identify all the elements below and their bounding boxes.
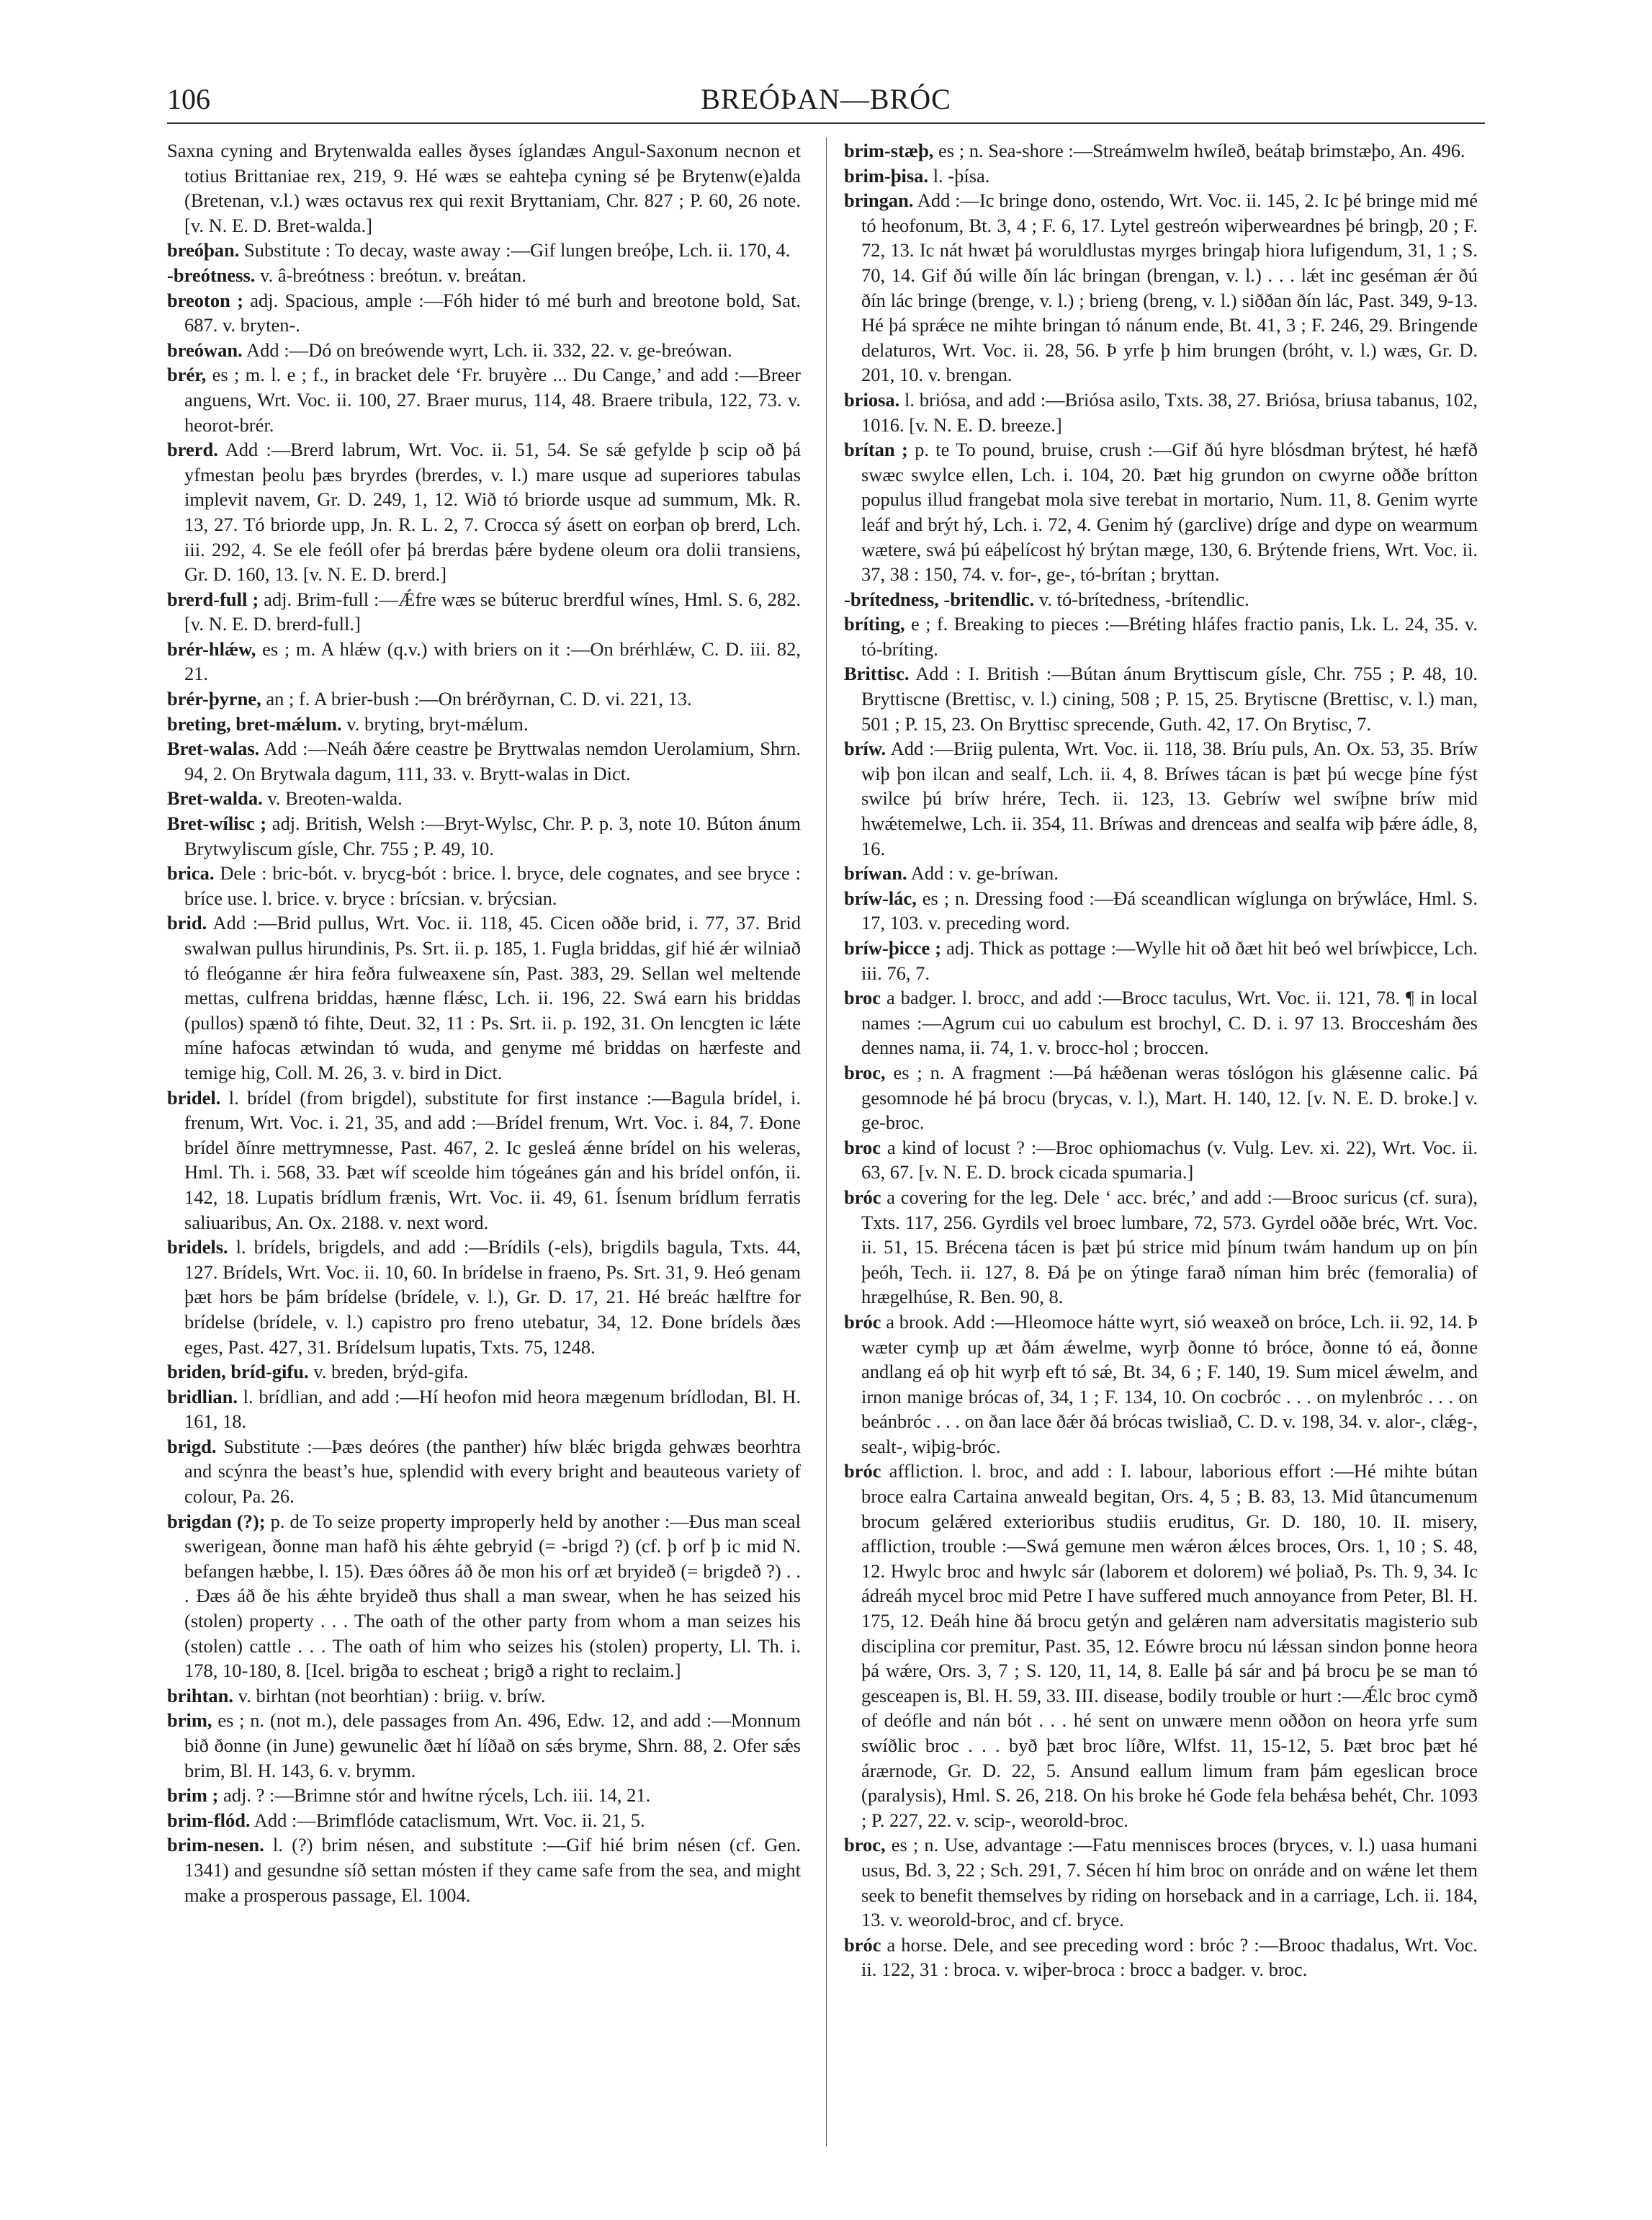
entry-text: p. de To seize property improperly held by another :—Ðus man sceal swerigean, ðonne man hafð his ǽhte gebryid (= -brigd ?) (cf. þ orf þ ic mid N. befangen hæbbe, l. 15). Ðæs óðres áð ðe mon his orf æt bryideð (= brigdeð ?) . . . Ðæs áð ðe his ǽhte bryideð thus shall a man swear, when he has seized his (stolen) property . . . The oath of the other party from whom a man seizes his (stolen) cattle . . . The oath of him who seizes his (stolen) property, Ll. Th. i. 178, 10-180, 8. [Icel. brigða to escheat ; brigð a right to reclaim.] — [184, 1510, 801, 1682]
entry-headword: brér-hlǽw, — [167, 637, 256, 660]
entry-text: es ; m. A hlǽw (q.v.) with briers on it :—On brérhlǽw, C. D. iii. 82, 21. — [184, 637, 802, 685]
entry-headword: Brittisc. — [844, 663, 910, 685]
entry-headword: brim-nesen. — [167, 1834, 264, 1856]
dictionary-entry — [167, 587, 801, 637]
dictionary-entry — [844, 886, 1478, 936]
entry-headword: breóþan. — [167, 239, 240, 261]
dictionary-entry — [167, 1384, 801, 1434]
dictionary-entry — [844, 388, 1478, 437]
dictionary-entry — [167, 362, 801, 437]
running-head: BREÓÞAN—BRÓC — [701, 83, 951, 115]
entry-text: Add :—Briig pulenta, Wrt. Voc. ii. 118, 38. Bríu puls, An. Ox. 53, 35. Bríw wiþ þon ilcan and sealf, Lch. ii. 4, 8. Bríwes tácan is þæt þú wecge þíne fýst swilce þú bríw hrére, Tech. ii. 123, 13. Gebríw wel swíþne bríw mid hwǽtemelwe, Lch. ii. 354, 11. Bríwas and drenceas and sealfa wiþ þǽre ádle, 8, 16. — [861, 738, 1478, 859]
entry-text: e ; f. Breaking to pieces :—Bréting hláfes fractio panis, Lk. L. 24, 35. v. tó-bríting. — [861, 613, 1478, 660]
dictionary-entry — [167, 263, 801, 288]
entry-headword: brim-þisa. — [844, 164, 929, 187]
entry-headword: bríw. — [844, 738, 886, 760]
dictionary-entry — [844, 164, 1478, 189]
entry-text: l. briósa, and add :—Briósa asilo, Txts. 38, 27. Briósa, briusa tabanus, 102, 1016. [v. N. E. D. breeze.] — [861, 388, 1478, 436]
entry-headword: brim-stæþ, — [844, 140, 934, 161]
dictionary-entry — [167, 1235, 801, 1359]
entry-text: v. bryting, bryt-mǽlum. — [346, 712, 529, 735]
dictionary-entry — [844, 612, 1478, 661]
dictionary-entry — [167, 1783, 801, 1808]
dictionary-entry — [167, 138, 801, 238]
dictionary-entry — [844, 985, 1478, 1060]
entry-headword: breówan. — [167, 339, 243, 361]
dictionary-entry — [844, 1135, 1478, 1185]
entry-text: a brook. Add :—Hleomoce hátte wyrt, sió weaxeð on bróce, Lch. ii. 92, 14. Þ wæter cymþ up æt ðám ǽwelme, wyrþ ðonne tó bróce, ðonne tó eá, ðonne andlang eá oþ hit wyrþ eft tó sǽ, Bt. 34, 6 ; F. 140, 19. Sum micel ǽwelm, and irnon manige brócas of, 34, 1 ; F. 134, 10. On cocbróc . . . on mylenbróc . . . on beánbróc . . . on ðan lace ðǽr ðá brócas twisliað, C. D. v. 198, 34. v. alor-, clǽg-, sealt-, wiþig-bróc. — [861, 1310, 1478, 1457]
entry-headword: brihtan. — [167, 1684, 234, 1706]
entry-headword: brerd. — [167, 439, 218, 461]
entry-text: v. birhtan (not beorhtian) : briig. v. bríw. — [238, 1684, 546, 1706]
entry-headword: Bret-walda. — [167, 787, 263, 810]
dictionary-entry — [844, 861, 1478, 886]
dictionary-entry — [844, 736, 1478, 861]
entry-text: Add :—Brimflóde cataclismum, Wrt. Voc. ii. 21, 5. — [253, 1809, 645, 1831]
dictionary-entry — [167, 1808, 801, 1833]
dictionary-entry — [167, 1434, 801, 1509]
entry-text: Saxna cyning and Brytenwalda ealles ðyses íglandæs Angul-Saxonum necnon et totius Brittaniae rex, 219, 9. Hé wæs se eahteþa cyning sé þe Brytenw(e)alda (Bretenan, v.l.) wæs octavus rex qui rexit Bryttaniam, Chr. 827 ; P. 60, 26 note. [v. N. E. D. Bret-walda.] — [167, 140, 801, 236]
entry-headword: brigd. — [167, 1435, 217, 1457]
entry-headword: brica. — [167, 862, 215, 885]
dictionary-entry — [167, 1086, 801, 1235]
entry-text: affliction. l. broc, and add : I. labour, laborious effort :—Hé mihte bútan broce ealra Cartaina anweald begitan, Ors. 4, 5 ; B. 83, 13. Mid ûtancumenum brocum gelǽred exterioribus studiis eruditus, Gr. D. 180, 10. II. misery, affliction, trouble :—Swá gemune men wǽron ǽlces broces, Ors. 1, 10 ; S. 48, 12. Hwylc broc and hwylc sár (laborem et dolorem) wé þoliað, Ps. Th. 9, 34. Ic ádreáh mycel broc mid Petre I have suffered much annoyance from Peter, Bl. H. 175, 12. Ðeáh hine ðá brocu getýn and gelǽren nam adversitatis magisterio sub disciplina cor premitur, Past. 35, 12. Eówre brocu nú lǽssan sindon þonne heora þá wǽre, Ors. 3, 7 ; S. 120, 11, 14, 8. Ealle þá sár and þá brocu þe se man tó gesceapen is, Bl. H. 59, 33. III. disease, bodily trouble or hurt :—Ǽlc broc cymð of deófle and nán bót . . . hé sent on unwære menn oððon on heora yrfe sum swíðlic broc . . . byð þæt broc líðre, Wlfst. 11, 15-12, 5. Þæt broc þæt hé árærnode, Gr. D. 22, 5. Ansund eallum limum fram þám egeslican broce (paralysis), Hml. S. 26, 218. On his broke hé Gode fela behǽsa behét, Chr. 1093 ; P. 227, 22. v. scip-, weorold-broc. — [861, 1460, 1478, 1831]
entry-headword: broc, — [844, 1834, 886, 1856]
dictionary-entry — [844, 188, 1478, 388]
entry-text: Add : I. British :—Bútan ánum Bryttiscum gísle, Chr. 755 ; P. 48, 10. Bryttiscne (Brettisc, v. l.) cining, 508 ; P. 15, 25. Brytiscne (Brettisc, v. l.) man, 501 ; P. 15, 23. On Bryttisc sprecende, Guth. 42, 17. On Brytisc, 7. — [861, 663, 1478, 735]
dictionary-entry — [844, 1459, 1478, 1832]
dictionary-entry — [844, 1185, 1478, 1310]
entry-text: v. tó-brítedness, -brítendlic. — [1038, 588, 1249, 610]
entry-headword: breting, bret-mǽlum. — [167, 712, 342, 735]
entry-headword: -breótness. — [167, 264, 256, 286]
entry-text: Add : v. ge-bríwan. — [910, 862, 1059, 885]
entry-text: Substitute : To decay, waste away :—Gif lungen breóþe, Lch. ii. 170, 4. — [244, 239, 791, 261]
entry-text: Add :—Brid pullus, Wrt. Voc. ii. 118, 45. Cicen oððe brid, i. 77, 37. Brid swalwan pullus hirundinis, Ps. Srt. ii. p. 185, 1. Fugla briddas, gif hié ǽr wilniað tó fleóganne ǽr hira feðra fulweaxene sín, Past. 383, 29. Sellan wel meltende mettas, culfrena briddas, hænne flǽsc, Lch. ii. 196, 22. Swá earn his briddas (pullos) spænð tó fihte, Deut. 32, 11 : Ps. Srt. ii. p. 192, 31. On lencgten ic lǽte míne hafocas ætwindan tó wuda, and genyme mé briddas on hærfeste and temige hig, Coll. M. 26, 3. v. bird in Dict. — [184, 912, 801, 1083]
entry-text: adj. Thick as pottage :—Wylle hit oð ðæt hit beó wel bríwþicce, Lch. iii. 76, 7. — [861, 937, 1478, 984]
entry-text: es ; n. Use, advantage :—Fatu mennisces broces (bryces, v. l.) uasa humani usus, Bd. 3, 22 ; Sch. 291, 7. Sécen hí him broc on onráde and on wǽne let them seek to benefit themselves by riding on horseback and in a carriage, Lch. ii. 184, 13. v. weorold-broc, and cf. bryce. — [861, 1834, 1478, 1931]
dictionary-entry — [167, 637, 801, 686]
entry-text: l. (?) brim nésen, and substitute :—Gif hié brim nésen (cf. Gen. 1341) and gesundne síð settan mósten if they came safe from the sea, and might make a prosperous passage, El. 1004. — [184, 1834, 802, 1906]
entry-text: Substitute :—Þæs deóres (the panther) híw blǽc brigda gehwæs beorhtra and scýnra the beast’s hue, splendid with every bright and beauteous variety of colour, Pa. 26. — [184, 1435, 802, 1508]
entry-headword: bróc — [844, 1460, 881, 1482]
entry-headword: breoton ; — [167, 289, 243, 311]
dictionary-entry — [844, 1933, 1478, 1982]
entry-headword: brítan ; — [844, 439, 908, 461]
dictionary-entry — [167, 238, 801, 263]
entry-text: a horse. Dele, and see preceding word : bróc ? :—Brooc thadalus, Wrt. Voc. ii. 122, 31 : broca. v. wiþer-broca : brocc a badger. v. broc. — [861, 1933, 1478, 1981]
entry-text: es ; n. Sea-shore :—Streámwelm hwíleð, beátaþ brimstæþo, An. 496. — [938, 140, 1465, 161]
entry-text: v. breden, brýd-gifa. — [313, 1361, 469, 1383]
dictionary-entry — [167, 1359, 801, 1384]
entry-headword: broc — [844, 987, 881, 1009]
dictionary-entry — [844, 661, 1478, 736]
dictionary-entry — [167, 712, 801, 737]
entry-headword: Bret-wílisc ; — [167, 813, 267, 835]
dictionary-entry — [844, 1832, 1478, 1932]
entry-headword: brerd-full ; — [167, 588, 259, 610]
entry-text: Add :—Brerd labrum, Wrt. Voc. ii. 51, 54. Se sǽ gefylde þ scip oð þá yfmestan þeolu þæs bryrdes (brerdes, v. l.) mare usque ad superiores tabulas implevit navem, Gr. D. 249, 1, 12. Wið tó briorde usque ad summum, Mk. R. 13, 27. Tó briorde upp, Jn. R. L. 2, 7. Crocca sý ásett on eorþan oþ brerd, Lch. iii. 292, 4. Se ele feóll ofer þá brerdas þǽre bydene oleum ora dolii transiens, Gr. D. 160, 13. [v. N. E. D. brerd.] — [184, 439, 802, 586]
entry-text: a covering for the leg. Dele ‘ acc. bréc,’ and add :—Brooc suricus (cf. sura), Txts. 117, 256. Gyrdils vel broec lumbare, 72, 573. Gyrdel oððe bréc, Wrt. Voc. ii. 51, 15. Brécena tácen is þæt þú strice mid þínum twám handum up on þín þeóh, Tech. ii. 127, 8. Ðá þe on ýtinge farað níman him bréc (femoralia) of hrægelhúse, R. Ben. 90, 8. — [861, 1186, 1478, 1308]
entry-headword: broc — [844, 1136, 881, 1158]
dictionary-entry — [167, 288, 801, 338]
entry-text: es ; n. A fragment :—Þá hǽðenan weras tóslógon his glǽsenne calic. Þá gesomnode hé þá brocu (brycas, v. l.), Mart. H. 140, 12. [v. N. E. D. broke.] v. ge-broc. — [861, 1061, 1478, 1134]
right-column — [844, 138, 1478, 1982]
entry-headword: bríw-þicce ; — [844, 937, 942, 959]
entry-text: a badger. l. brocc, and add :—Brocc taculus, Wrt. Voc. ii. 121, 78. ¶ in local names :—Agrum cui uo cabulum est brochyl, C. D. i. 97 13. Brocceshám ðes dennes nama, ii. 74, 1. v. brocc-hol ; broccen. — [861, 987, 1478, 1059]
entry-headword: brim ; — [167, 1784, 219, 1807]
entry-headword: bridel. — [167, 1086, 221, 1109]
dictionary-entry — [167, 1832, 801, 1907]
entry-text: es ; m. l. e ; f., in bracket dele ‘Fr. bruyère ... Du Cange,’ and add :—Breer anguens, Wrt. Voc. ii. 100, 27. Braer murus, 114, 48. Braere tribula, 122, 73. v. heorot-brér. — [184, 364, 801, 436]
left-column — [167, 138, 801, 1907]
entry-text: v. Breoten-walda. — [267, 787, 403, 810]
entry-headword: briosa. — [844, 388, 900, 411]
dictionary-entry — [844, 138, 1478, 164]
entry-text: a kind of locust ? :—Broc ophiomachus (v. Vulg. Lev. xi. 22), Wrt. Voc. ii. 63, 67. [v. N. E. D. brock cicada spumaria.] — [861, 1136, 1478, 1183]
dictionary-entry — [167, 1509, 801, 1683]
entry-headword: bridlian. — [167, 1385, 238, 1407]
entry-text: Add :—Ic bringe dono, ostendo, Wrt. Voc. ii. 145, 2. Ic þé bringe mid mé tó heofonum, Bt. 3, 4 ; F. 6, 17. Lytel gestreón wiþerweardnes þé bringþ, 20 ; F. 72, 13. Ic nát hwæt þá woruldlustas myrges bringaþ hiora lufigendum, 31, 1 ; S. 70, 14. Gif ðú wille ðín lác bringan (brengan, v. l.) . . . lǽt inc geséman ǽr ðú ðín lác bringe (brenge, v. l.) ; brieng (breng, v. l.) siððan ðín lác, Past. 349, 9-13. Hé þá sprǽce ne mihte bringan tó nánum ende, Bt. 41, 3 ; F. 246, 29. Bringende delaturos, Wrt. Voc. ii. 28, 56. Þ yrfe þ him brungen (bróht, v. l.) wæs, Gr. D. 201, 10. v. brengan. — [861, 189, 1478, 386]
entry-text: es ; n. Dressing food :—Ðá sceandlican wíglunga on brýwláce, Hml. S. 17, 103. v. preceding word. — [861, 887, 1478, 934]
entry-headword: brim-flód. — [167, 1809, 251, 1831]
entry-headword: broc, — [844, 1061, 886, 1083]
entry-headword: brid. — [167, 912, 207, 934]
entry-headword: bróc — [844, 1933, 881, 1956]
column-divider — [826, 137, 827, 2147]
dictionary-entry — [167, 437, 801, 587]
entry-text: adj. ? :—Brimne stór and hwítne rýcels, Lch. iii. 14, 21. — [223, 1784, 651, 1807]
entry-headword: brim, — [167, 1709, 212, 1732]
dictionary-entry — [844, 1310, 1478, 1459]
dictionary-entry — [844, 437, 1478, 587]
dictionary-entry — [844, 1060, 1478, 1135]
entry-text: an ; f. A brier-bush :—On brérðyrnan, C. D. vi. 221, 13. — [266, 688, 692, 710]
entry-headword: bringan. — [844, 189, 914, 212]
entry-text: Add :—Dó on breówende wyrt, Lch. ii. 332, 22. v. ge-breówan. — [246, 339, 732, 361]
dictionary-entry — [167, 338, 801, 363]
entry-headword: bríwan. — [844, 862, 907, 885]
entry-text: Dele : bric-bót. v. brycg-bót : brice. l. bryce, dele cognates, and see bryce : bríce use. l. brice. v. bryce : brícsian. v. brýcsian. — [184, 862, 802, 909]
entry-headword: bríw-lác, — [844, 887, 917, 909]
entry-text: adj. Brim-full :—Ǽfre wæs se búteruc brerdful wínes, Hml. S. 6, 282. [v. N. E. D. brerd-full.] — [184, 588, 802, 635]
entry-headword: brigdan (?); — [167, 1510, 266, 1532]
entry-headword: bríting, — [844, 613, 905, 635]
entry-text: l. -þísa. — [933, 164, 990, 187]
entry-text: v. â-breótness : breótun. v. breátan. — [260, 264, 526, 286]
dictionary-entry — [167, 736, 801, 786]
dictionary-entry — [167, 861, 801, 910]
entry-text: p. te To pound, bruise, crush :—Gif ðú hyre blósdman brýtest, hé hæfð swæc swylce ellen, Lch. i. 104, 20. Þæt hig grundon on cwyrne oððe brítton populus illud frangebat mola sive terebat in mortario, Num. 11, 8. Genim wyrte leáf and brýt hý, Lch. i. 72, 4. Genim hý (garclive) dríge and dype on wearmum wætere, swá þú eáþelícost hý brýtan mæge, 130, 6. Brýtende friens, Wrt. Voc. ii. 37, 38 : 150, 74. v. for-, ge-, tó-brítan ; bryttan. — [861, 439, 1478, 586]
dictionary-entry — [167, 1683, 801, 1709]
dictionary-entry — [167, 811, 801, 861]
entry-headword: brér-þyrne, — [167, 688, 261, 710]
header-rule — [167, 122, 1485, 124]
entry-text: adj. Spacious, ample :—Fóh hider tó mé burh and breotone bold, Sat. 687. v. bryten-. — [184, 289, 802, 336]
page-number: 106 — [167, 83, 210, 115]
dictionary-entry — [844, 587, 1478, 612]
entry-text: l. brídels, brigdels, and add :—Brídils (-els), brigdils bagula, Txts. 44, 127. Brídels, Wrt. Voc. ii. 10, 60. In brídelse in fraeno, Ps. Srt. 31, 9. Heó genam þæt hors be þám brídelse (brídele, v. l.), Gr. D. 17, 21. Hé breác hælftre for brídelse (brídele, v. l.) capistro pro freno utebatur, 34, 12. Ðone brídels ðæs eges, Past. 427, 31. Brídelsum lupatis, Txts. 75, 1248. — [184, 1236, 802, 1358]
entry-headword: bridels. — [167, 1236, 228, 1258]
entry-headword: bróc — [844, 1310, 881, 1333]
dictionary-entry — [167, 1708, 801, 1783]
entry-headword: brér, — [167, 364, 207, 386]
entry-headword: bróc — [844, 1186, 881, 1208]
entry-text: adj. British, Welsh :—Bryt-Wylsc, Chr. P. p. 3, note 10. Búton ánum Brytwyliscum gísle, Chr. 755 ; P. 49, 10. — [184, 813, 802, 859]
entry-headword: Bret-walas. — [167, 738, 260, 760]
entry-text: l. brídlian, and add :—Hí heofon mid heora mægenum brídlodan, Bl. H. 161, 18. — [184, 1385, 801, 1433]
dictionary-entry — [167, 786, 801, 811]
dictionary-entry — [167, 910, 801, 1085]
entry-headword: -brítedness, -britendlic. — [844, 588, 1035, 610]
entry-headword: briden, bríd-gifu. — [167, 1361, 309, 1383]
dictionary-entry — [167, 686, 801, 712]
entry-text: l. brídel (from brigdel), substitute for first instance :—Bagula brídel, i. frenum, Wrt. Voc. i. 21, 35, and add :—Brídel frenum, Wrt. Voc. i. 84, 7. Ðone brídel ðínre mettrymnesse, Past. 467, 2. Ic gesleá ǽnne brídel on his weleras, Hml. Th. i. 568, 33. Þæt wíf sceolde him tógeánes gán and his brídel onfón, ii. 142, 18. Lupatis brídlum frænis, Wrt. Voc. ii. 49, 61. Ísenum brídlum ferratis saliuaribus, An. Ox. 2188. v. next word. — [184, 1086, 801, 1233]
dictionary-entry — [844, 936, 1478, 985]
entry-text: Add :—Neáh ðǽre ceastre þe Bryttwalas nemdon Uerolamium, Shrn. 94, 2. On Brytwala dagum, 111, 33. v. Brytt-walas in Dict. — [184, 738, 801, 784]
entry-text: es ; n. (not m.), dele passages from An. 496, Edw. 12, and add :—Monnum bið ðonne (in June) gewunelic ðæt hí líðað on sǽs bryme, Shrn. 88, 2. Ofer sǽs brim, Bl. H. 143, 6. v. brymm. — [184, 1709, 802, 1781]
